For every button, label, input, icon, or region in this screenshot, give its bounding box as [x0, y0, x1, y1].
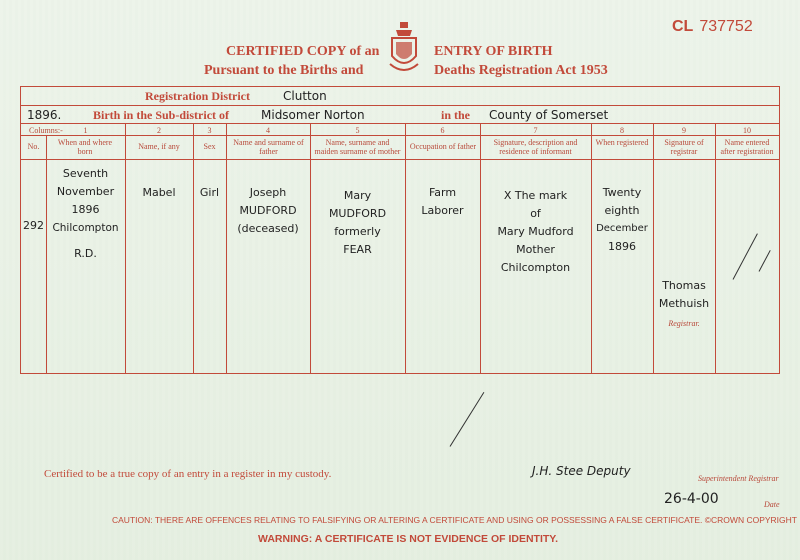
- entry-occupation: Farm Laborer: [421, 186, 464, 217]
- columns-label: Columns:-: [29, 126, 63, 135]
- registration-district-value: Clutton: [283, 89, 327, 103]
- certified-statement: Certified to be a true copy of an entry in a register in my custody.: [44, 468, 332, 480]
- cancel-stroke: [733, 233, 758, 279]
- date-label: Date: [764, 500, 780, 509]
- column-header: Signature of registrar: [664, 138, 704, 156]
- column-number: 5: [355, 126, 360, 135]
- entry-registrar: Thomas Methuish Registrar.: [653, 277, 715, 328]
- column-header: When and where born: [57, 138, 113, 156]
- column-header: Occupation of father: [409, 142, 477, 151]
- subdistrict-value: Midsomer Norton: [261, 108, 365, 122]
- header-left-line1: CERTIFIED COPY of an: [226, 44, 380, 59]
- caution-notice: CAUTION: THERE ARE OFFENCES RELATING TO FALSIFYING OR ALTERING A CERTIFICATE AND USING OR POSSESSING A FALSE CERTIFICATE. ©CROWN COPYRIGHT: [112, 515, 797, 525]
- column-header: Name and surname of father: [233, 138, 304, 156]
- header-right-line1: ENTRY OF BIRTH: [434, 44, 553, 59]
- county-value: County of Somerset: [489, 108, 609, 122]
- registrar-title: Registrar.: [668, 319, 700, 328]
- superintendent-signature: J.H. Stee Deputy: [532, 464, 631, 478]
- certificate-date: 26-4-00: [664, 491, 719, 507]
- entry-mother: Mary MUDFORD formerly FEAR: [328, 189, 387, 256]
- column-header: Name, if any: [138, 142, 180, 151]
- entry-father: Joseph MUDFORD (deceased): [237, 186, 299, 235]
- birth-year: 1896.: [27, 108, 62, 122]
- column-header: When registered: [595, 138, 649, 147]
- column-number: 2: [157, 126, 161, 135]
- column-header: Name entered after registration: [720, 138, 774, 156]
- column-header: Name, surname and maiden surname of mother: [314, 138, 401, 156]
- certificate-serial: [672, 18, 753, 36]
- serial-prefix: CL: [672, 18, 694, 35]
- column-header: Sex: [203, 142, 216, 151]
- superintendent-registrar-label: Superintendent Registrar: [698, 474, 779, 483]
- column-header: Signature, description and residence of informant: [493, 138, 578, 156]
- entry-name: Mabel: [142, 186, 176, 199]
- column-number: 9: [682, 126, 686, 135]
- header-left-line2: Pursuant to the Births and: [204, 63, 364, 78]
- register-entry-table: [20, 86, 780, 374]
- entry-when-registered: Twenty eighth December 1896: [596, 186, 648, 253]
- column-number: 3: [207, 126, 212, 135]
- column-number: 6: [440, 126, 445, 135]
- column-number: 4: [266, 126, 270, 135]
- header-right-line2: Deaths Registration Act 1953: [434, 63, 608, 78]
- birth-subdistrict-label: Birth in the Sub-district of: [93, 108, 230, 122]
- column-number: 1: [83, 126, 88, 135]
- cancel-stroke: [759, 250, 771, 272]
- entry-number: 292: [23, 219, 44, 232]
- registration-district-label: Registration District: [145, 89, 250, 103]
- cancel-stroke-lower: [450, 392, 485, 447]
- entry-when-where-born: Seventh November 1896 Chilcompton R.D.: [52, 167, 119, 260]
- column-number: 8: [620, 126, 624, 135]
- column-number: 10: [743, 126, 751, 135]
- entry-sex: Girl: [199, 186, 220, 199]
- column-header: No.: [27, 142, 40, 151]
- entry-informant: X The mark of Mary Mudford Mother Chilcompton: [497, 189, 574, 274]
- in-the-label: in the: [441, 108, 471, 122]
- serial-number: 737752: [699, 18, 753, 35]
- column-number: 7: [533, 126, 538, 135]
- identity-warning: WARNING: A CERTIFICATE IS NOT EVIDENCE OF IDENTITY.: [258, 533, 559, 545]
- royal-crest-icon: [386, 20, 422, 80]
